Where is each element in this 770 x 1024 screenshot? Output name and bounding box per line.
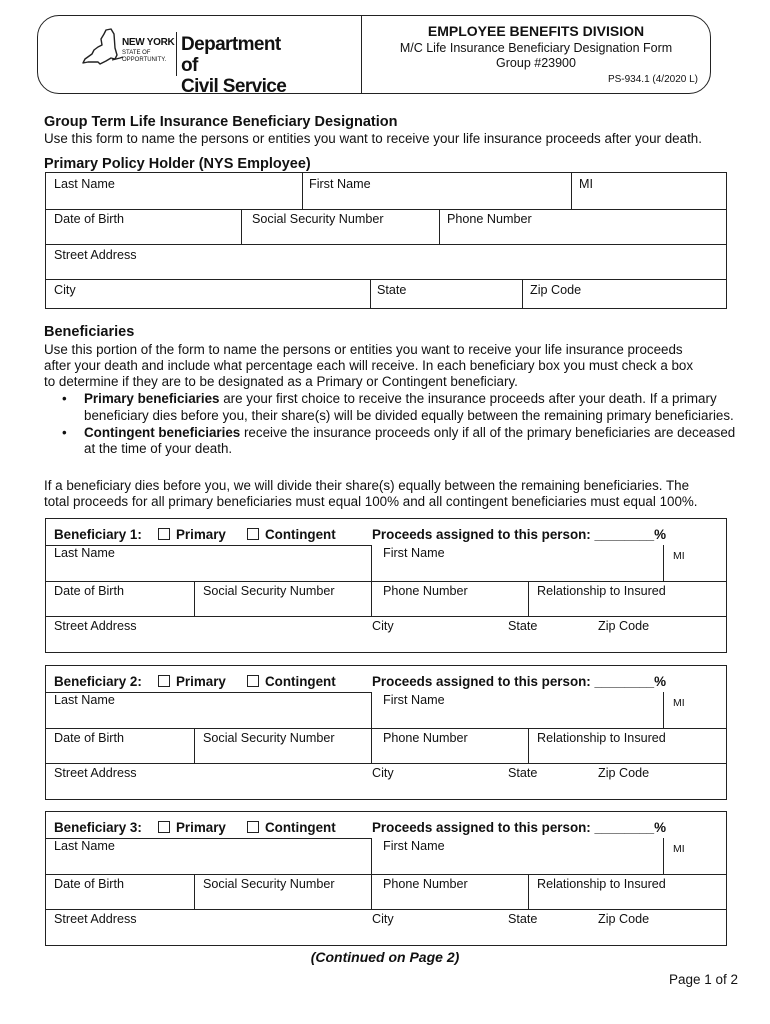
logo-divider — [176, 32, 177, 76]
primary-checkbox[interactable] — [158, 527, 226, 542]
col-divider — [528, 581, 529, 616]
row-divider — [46, 244, 726, 245]
col-divider — [522, 279, 523, 308]
col-divider — [194, 874, 195, 909]
division-title: EMPLOYEE BENEFITS DIVISION — [427, 23, 645, 39]
col-divider — [371, 838, 372, 909]
relationship-field[interactable]: Relationship to Insured — [537, 584, 666, 598]
list-item — [62, 391, 742, 425]
col-divider — [371, 545, 372, 616]
logo-state-of: STATE OF — [122, 50, 151, 56]
ssn-field[interactable]: Social Security Number — [203, 584, 335, 598]
state-field[interactable]: State — [508, 912, 538, 926]
holder-dob-field[interactable]: Date of Birth — [54, 212, 124, 226]
dept-line-2: Civil Service — [181, 76, 287, 97]
col-divider — [371, 692, 372, 763]
logo-new-york: NEW YORK — [122, 37, 175, 48]
proceeds-percentage-field[interactable]: Proceeds assigned to this person: ________% — [372, 820, 666, 835]
beneficiaries-rule-1: If a beneficiary dies before you, we will divide their share(s) equally between the remaining beneficiaries. The — [44, 478, 690, 493]
mi-field[interactable]: MI — [673, 843, 685, 855]
contingent-label: Contingent — [265, 674, 336, 689]
beneficiaries-rule-2: total proceeds for all primary beneficiaries must equal 100% and all contingent beneficiaries must equal 100%. — [44, 494, 698, 509]
checkbox-icon[interactable] — [247, 528, 259, 540]
col-divider — [528, 728, 529, 763]
logo-opportunity: OPPORTUNITY. — [122, 57, 167, 63]
holder-state-field[interactable]: State — [377, 283, 407, 297]
beneficiary-title: Beneficiary 1: — [54, 527, 142, 542]
col-divider — [528, 874, 529, 909]
checkbox-icon[interactable] — [247, 675, 259, 687]
col-divider — [370, 279, 371, 308]
last-name-field[interactable]: Last Name — [54, 839, 115, 853]
beneficiaries-title: Beneficiaries — [44, 324, 135, 340]
holder-first-name-field[interactable]: First Name — [309, 177, 371, 191]
dob-field[interactable]: Date of Birth — [54, 731, 124, 745]
row-divider — [46, 209, 726, 210]
mi-field[interactable]: MI — [673, 697, 685, 709]
row-divider — [46, 909, 726, 910]
logo-department-name — [181, 34, 290, 97]
contingent-checkbox[interactable] — [247, 820, 336, 835]
zip-field[interactable]: Zip Code — [598, 912, 650, 926]
row-divider — [46, 581, 726, 582]
street-field[interactable]: Street Address — [54, 912, 137, 926]
beneficiary-title: Beneficiary 2: — [54, 674, 142, 689]
col-divider — [194, 728, 195, 763]
holder-zip-field[interactable]: Zip Code — [530, 283, 582, 297]
street-field[interactable]: Street Address — [54, 619, 137, 633]
holder-phone-field[interactable]: Phone Number — [447, 212, 532, 226]
first-name-field[interactable]: First Name — [383, 839, 445, 853]
holder-city-field[interactable]: City — [54, 283, 76, 297]
beneficiary-box-3 — [45, 811, 727, 946]
primary-checkbox[interactable] — [158, 674, 226, 689]
mi-field[interactable]: MI — [673, 550, 685, 562]
contingent-label: Contingent — [265, 527, 336, 542]
ssn-field[interactable]: Social Security Number — [203, 731, 335, 745]
row-divider — [46, 874, 726, 875]
form-header — [37, 15, 711, 97]
col-divider — [194, 581, 195, 616]
row-divider — [46, 763, 726, 764]
state-field[interactable]: State — [508, 766, 538, 780]
proceeds-percentage-field[interactable]: Proceeds assigned to this person: ________% — [372, 674, 666, 689]
checkbox-icon[interactable] — [247, 821, 259, 833]
form-name: M/C Life Insurance Beneficiary Designation Form — [399, 41, 673, 55]
policy-holder-form — [45, 172, 727, 309]
last-name-field[interactable]: Last Name — [54, 693, 115, 707]
row-divider — [46, 728, 726, 729]
row-divider — [46, 279, 726, 280]
beneficiaries-instructions-1: Use this portion of the form to name the persons or entities you want to receive your life insurance proceeds — [44, 342, 683, 357]
phone-field[interactable]: Phone Number — [383, 877, 468, 891]
bullet-text: are your first choice to receive the insurance proceeds after your death. If a primary beneficiary dies before you, their share(s) will be divided equally between the remaining primary beneficiaries. — [84, 391, 734, 423]
holder-last-name-field[interactable]: Last Name — [54, 177, 115, 191]
col-divider — [663, 838, 664, 874]
first-name-field[interactable]: First Name — [383, 546, 445, 560]
dob-field[interactable]: Date of Birth — [54, 877, 124, 891]
city-field[interactable]: City — [372, 912, 394, 926]
proceeds-percentage-field[interactable]: Proceeds assigned to this person: ________% — [372, 527, 666, 542]
new-york-state-outline-icon — [80, 28, 124, 68]
beneficiaries-instructions-2: after your death and include what percentage each will receive. In each beneficiary box you must check a box — [44, 358, 694, 373]
ssn-field[interactable]: Social Security Number — [203, 877, 335, 891]
city-field[interactable]: City — [372, 619, 394, 633]
col-divider — [571, 173, 572, 209]
list-item — [62, 425, 742, 459]
zip-field[interactable]: Zip Code — [598, 766, 650, 780]
beneficiaries-instructions-3: to determine if they are to be designated as a Primary or Contingent beneficiary. — [44, 374, 518, 389]
bullet-icon: • — [62, 391, 67, 406]
group-number: Group #23900 — [496, 56, 576, 70]
last-name-field[interactable]: Last Name — [54, 546, 115, 560]
relationship-field[interactable]: Relationship to Insured — [537, 731, 666, 745]
col-divider — [663, 545, 664, 581]
beneficiary-box-1 — [45, 518, 727, 653]
col-divider — [439, 209, 440, 244]
holder-street-field[interactable]: Street Address — [54, 248, 137, 262]
dob-field[interactable]: Date of Birth — [54, 584, 124, 598]
contingent-checkbox[interactable] — [247, 674, 336, 689]
contingent-checkbox[interactable] — [247, 527, 336, 542]
dept-line-1: Department of — [181, 34, 281, 76]
primary-checkbox[interactable] — [158, 820, 226, 835]
first-name-field[interactable]: First Name — [383, 693, 445, 707]
checkbox-icon[interactable] — [158, 675, 170, 687]
col-divider — [663, 692, 664, 728]
form-title: Group Term Life Insurance Beneficiary Designation — [44, 114, 398, 130]
phone-field[interactable]: Phone Number — [383, 584, 468, 598]
bullet-term: Primary beneficiaries — [84, 391, 220, 406]
street-field[interactable]: Street Address — [54, 766, 137, 780]
col-divider — [302, 173, 303, 209]
primary-label: Primary — [176, 820, 226, 835]
checkbox-icon[interactable] — [158, 528, 170, 540]
nys-civil-service-logo — [80, 26, 290, 97]
holder-ssn-field[interactable]: Social Security Number — [252, 212, 384, 226]
form-intro-text: Use this form to name the persons or entities you want to receive your life insurance proceeds after your death. — [44, 131, 702, 146]
policy-holder-title: Primary Policy Holder (NYS Employee) — [44, 156, 311, 172]
row-divider — [46, 616, 726, 617]
relationship-field[interactable]: Relationship to Insured — [537, 877, 666, 891]
bullet-icon: • — [62, 424, 67, 440]
contingent-label: Contingent — [265, 820, 336, 835]
beneficiary-title: Beneficiary 3: — [54, 820, 142, 835]
checkbox-icon[interactable] — [158, 821, 170, 833]
primary-label: Primary — [176, 674, 226, 689]
phone-field[interactable]: Phone Number — [383, 731, 468, 745]
continued-note: (Continued on Page 2) — [310, 949, 460, 965]
bullet-text: receive the insurance proceeds only if all of the primary beneficiaries are deceased at the time of your death. — [84, 424, 736, 457]
holder-mi-field[interactable]: MI — [579, 177, 593, 191]
beneficiary-box-2 — [45, 665, 727, 800]
primary-label: Primary — [176, 527, 226, 542]
form-code: PS-934.1 (4/2020 L) — [607, 74, 698, 85]
city-field[interactable]: City — [372, 766, 394, 780]
page-number: Page 1 of 2 — [668, 972, 738, 987]
state-field[interactable]: State — [508, 619, 538, 633]
zip-field[interactable]: Zip Code — [598, 619, 650, 633]
bullet-term: Contingent beneficiaries — [84, 424, 241, 440]
col-divider — [241, 209, 242, 244]
beneficiary-type-list — [62, 391, 742, 458]
